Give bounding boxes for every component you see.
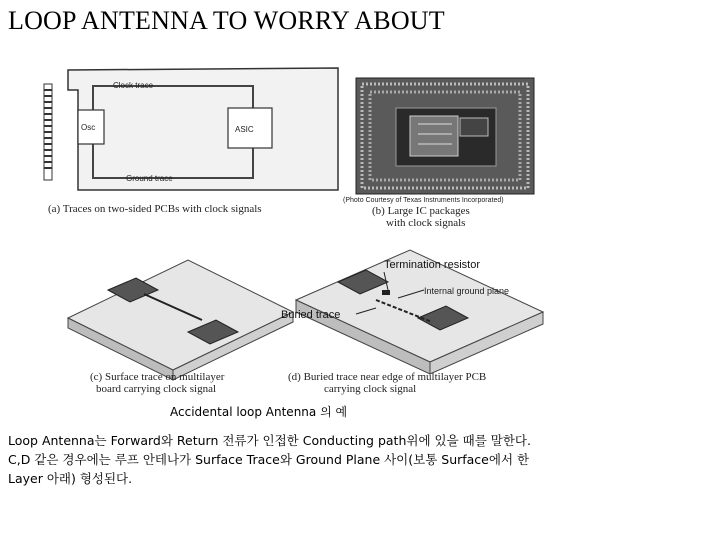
- panel-b-ic-package: [343, 78, 534, 229]
- ground-trace-label: Ground trace: [126, 174, 173, 183]
- body-line: Layer 아래) 형성된다.: [8, 471, 133, 486]
- panel-a-pcb: [44, 68, 338, 215]
- panel-d-caption-1: (d) Buried trace near edge of multilayer PCB: [288, 371, 487, 383]
- body-line: Loop Antenna는 Forward와 Return 전류가 인접한 Conducting path위에 있을 때를 말한다.: [8, 433, 531, 448]
- buried-trace-label: Buried trace: [281, 309, 341, 321]
- figure-caption: Accidental loop Antenna 의 예: [170, 405, 348, 419]
- termination-resistor-label: Termination resistor: [384, 259, 480, 271]
- panel-c-surface-trace: [68, 260, 293, 395]
- panel-d-caption-2: carrying clock signal: [324, 383, 417, 395]
- photo-courtesy: (Photo Courtesy of Texas Instruments Incorporated): [343, 197, 504, 204]
- body-line: C,D 같은 경우에는 루프 안테나가 Surface Trace와 Ground Plane 사이(보통 Surface에서 한: [8, 452, 530, 467]
- panel-c-caption-2: board carrying clock signal: [96, 383, 217, 395]
- asic-label: ASIC: [235, 125, 254, 134]
- panel-d-buried-trace: [281, 250, 543, 395]
- panel-b-caption-2: with clock signals: [386, 217, 466, 229]
- body-paragraph: [8, 431, 708, 488]
- internal-ground-plane-label: Internal ground plane: [424, 286, 510, 296]
- page-title: LOOP ANTENNA TO WORRY ABOUT: [8, 6, 445, 35]
- loop-antenna-figure: [38, 50, 548, 400]
- clock-trace-label: Clock trace: [113, 81, 154, 90]
- osc-label: Osc: [81, 123, 96, 132]
- panel-a-caption: (a) Traces on two-sided PCBs with clock signals: [48, 203, 262, 215]
- panel-c-caption-1: (c) Surface trace on multilayer: [90, 371, 225, 383]
- panel-b-caption-1: (b) Large IC packages: [372, 205, 470, 217]
